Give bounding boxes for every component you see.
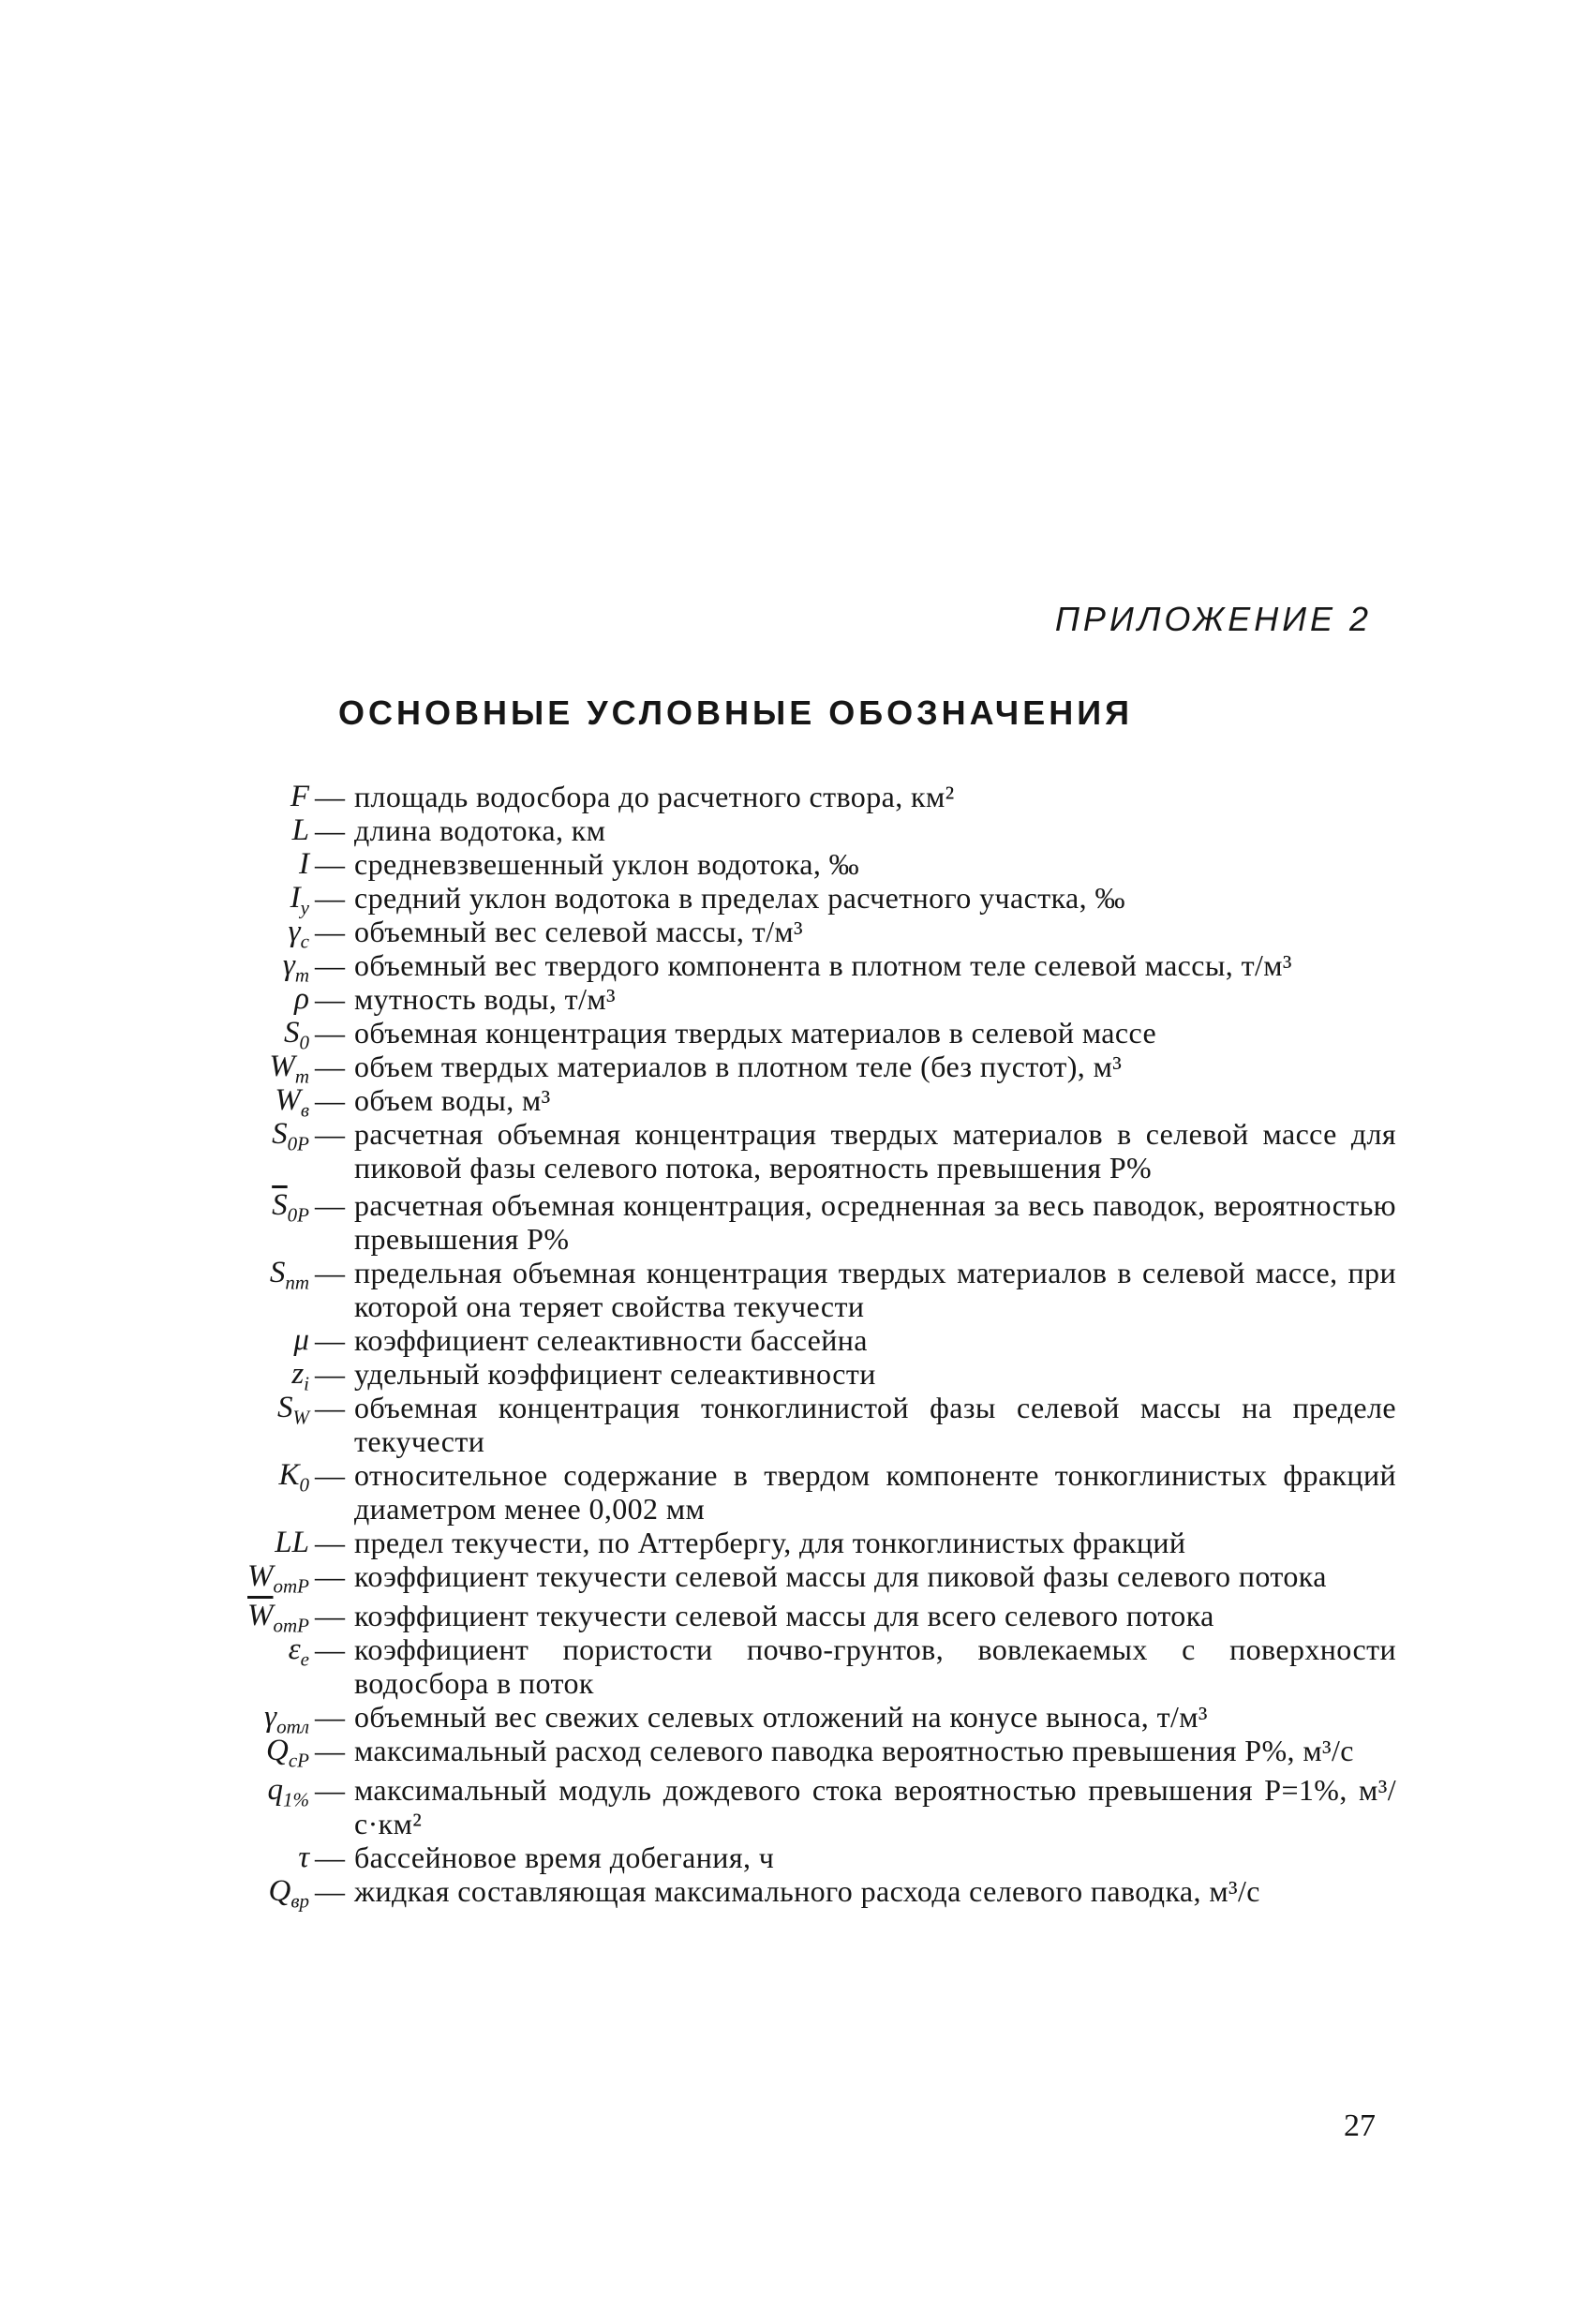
definition-text: предел текучести, по Аттербергу, для тонкоглинистых фракций [354,1526,1186,1559]
dash-separator: — [315,1632,345,1666]
list-item [141,1391,1396,1458]
definition-text: удельный коэффициент селеактивности [354,1357,876,1391]
list-item [141,1874,1396,1913]
list-item [141,1559,1396,1598]
definition-text: объем воды, м³ [354,1083,551,1117]
symbol-label: τ [298,1840,309,1874]
page-number: 27 [1344,2108,1376,2143]
list-item [141,1016,1396,1054]
page-title: ОСНОВНЫЕ УСЛОВНЫЕ ОБОЗНАЧЕНИЯ [337,693,1133,732]
definition-text: максимальный модуль дождевого стока вероятностью превышения P=1%, м³/с·км² [354,1773,1396,1840]
definition-text: предельная объемная концентрация твердых материалов в селевой массе, при которой она теряет свойства текучести [354,1256,1396,1323]
list-item [141,1840,1396,1874]
symbol-label: $W_в$ [275,1083,309,1122]
symbol-label: $\overline{W}_{отP}$ [247,1599,309,1637]
symbol-label: $\varepsilon_e$ [288,1632,309,1671]
symbol-label: I [299,847,309,881]
list-item [141,1599,1396,1637]
dash-separator: — [315,1256,345,1289]
dash-separator: — [315,813,345,847]
symbol-label: $I_y$ [290,881,309,919]
list-item [141,1700,1396,1738]
dash-separator: — [315,1773,345,1807]
definition-text: бассейновое время добегания, ч [354,1840,775,1874]
dash-separator: — [315,915,345,948]
dash-separator: — [315,780,345,813]
list-item [141,780,1396,813]
appendix-label: ПРИЛОЖЕНИЕ 2 [1054,600,1372,638]
dash-separator: — [315,948,345,982]
dash-separator: — [315,881,345,915]
symbol-label: μ [293,1323,309,1357]
list-item [141,1734,1396,1772]
symbol-label: $z_i$ [291,1357,309,1395]
list-item [141,813,1396,847]
definition-text: объемная концентрация твердых материалов в селевой массе [354,1016,1157,1050]
dash-separator: — [315,1391,345,1424]
dash-separator: — [315,1559,345,1593]
symbol-label: $S_0$ [284,1016,309,1054]
definition-text: расчетная объемная концентрация, осредненная за весь паводок, вероятностью превышения P% [354,1188,1396,1256]
dash-separator: — [315,1117,345,1151]
list-item [141,1773,1396,1840]
definition-text: средневзвешенный уклон водотока, ‰ [354,847,860,881]
symbols-list [141,780,1396,1913]
symbol-label: $\gamma_c$ [288,915,309,953]
symbol-label: $S_{пт}$ [269,1256,309,1294]
dash-separator: — [315,1840,345,1874]
symbol-label: $W_{отP}$ [247,1559,309,1598]
definition-text: коэффициент селеактивности бассейна [354,1323,868,1357]
dash-separator: — [315,1050,345,1083]
list-item [141,1256,1396,1323]
symbol-label: $S_W$ [277,1391,309,1429]
symbol-label: $K_0$ [278,1458,309,1497]
definition-text: объемный вес свежих селевых отложений на конусе выноса, т/м³ [354,1700,1208,1734]
symbol-label: $q_{1\%}$ [267,1773,309,1811]
dash-separator: — [315,1700,345,1734]
list-item [141,1526,1396,1559]
symbol-label: $S_{0P}$ [272,1117,309,1155]
dash-separator: — [315,1083,345,1117]
dash-separator: — [315,1734,345,1767]
list-item [141,1050,1396,1088]
symbol-label: $\overline{S}_{0P}$ [272,1188,309,1227]
dash-separator: — [315,1458,345,1492]
definition-text: площадь водосбора до расчетного створа, км² [354,780,955,813]
list-item [141,847,1396,881]
symbol-label: $Q_{cP}$ [266,1734,309,1772]
definition-text: коэффициент пористости почво-грунтов, вовлекаемых с поверхности водосбора в поток [354,1632,1396,1700]
definition-text: объем твердых материалов в плотном теле (без пустот), м³ [354,1050,1123,1083]
list-item [141,982,1396,1016]
list-item [141,881,1396,919]
list-item [141,915,1396,953]
list-item [141,1357,1396,1395]
dash-separator: — [315,1016,345,1050]
symbol-label: $W_т$ [269,1050,309,1088]
dash-separator: — [315,1323,345,1357]
definition-text: коэффициент текучести селевой массы для всего селевого потока [354,1599,1214,1632]
definition-text: объемный вес селевой массы, т/м³ [354,915,804,948]
definition-text: длина водотока, км [354,813,606,847]
dash-separator: — [315,982,345,1016]
list-item [141,1188,1396,1256]
symbol-label: F [290,780,309,813]
definition-text: относительное содержание в твердом компоненте тонкоглинистых фракций диаметром менее 0,002 мм [354,1458,1396,1526]
definition-text: коэффициент текучести селевой массы для пиковой фазы селевого потока [354,1559,1327,1593]
definition-text: средний уклон водотока в пределах расчетного участка, ‰ [354,881,1125,915]
dash-separator: — [315,1526,345,1559]
list-item [141,1083,1396,1122]
symbol-label: LL [275,1526,309,1559]
symbol-label: $Q_{вр}$ [268,1874,309,1913]
dash-separator: — [315,847,345,881]
dash-separator: — [315,1874,345,1908]
list-item [141,1117,1396,1184]
definition-text: объемный вес твердого компонента в плотном теле селевой массы, т/м³ [354,948,1292,982]
definition-text: объемная концентрация тонкоглинистой фазы селевой массы на пределе текучести [354,1391,1396,1458]
definition-text: максимальный расход селевого паводка вероятностью превышения P%, м³/с [354,1734,1354,1767]
list-item [141,1323,1396,1357]
list-item [141,948,1396,987]
dash-separator: — [315,1357,345,1391]
symbol-label: $\gamma_{отл}$ [264,1700,309,1738]
definition-text: мутность воды, т/м³ [354,982,617,1016]
symbol-label: ρ [294,982,309,1016]
symbol-label: L [291,813,309,847]
list-item [141,1632,1396,1700]
symbol-label: $\gamma_т$ [282,948,309,987]
dash-separator: — [315,1599,345,1632]
definition-text: жидкая составляющая максимального расхода селевого паводка, м³/с [354,1874,1260,1908]
definition-text: расчетная объемная концентрация твердых материалов в селевой массе для пиковой фазы селевого потока, вероятность превышения P% [354,1117,1396,1184]
dash-separator: — [315,1188,345,1222]
list-item [141,1458,1396,1526]
